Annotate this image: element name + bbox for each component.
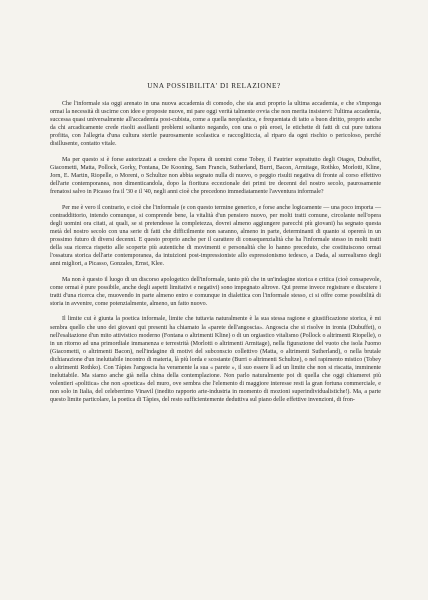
article-body: [50, 100, 381, 404]
paragraph: Ma non è questo il luogo di un discorso apologetico dell'informale, tanto più che in un'indagine storica e critica (cioè consapevole, come ormai è pure possibile, anche degli aspetti limitativi e negativi) sono impegnato altrove. Qui preme invece registrare e discutere i tratti d'una ricerca che, muovendo in parte almeno entro e comunque in dialettica con l'informale stesso, ci si offre come possibilità di storia in avvenire, come potenzialmente, almeno, un fatto nuovo.: [50, 276, 381, 307]
page-title: UNA POSSIBILITA' DI RELAZIONE?: [147, 82, 281, 90]
paragraph: Per me è vero il contrario, e cioè che l'informale (e con questo termine generico, e forse anche logicamente — una poco importa — contraddittorio, intendo comunque, si comprende bene, la vitalità d'un pensiero nuovo, per molti tratti comune, circolante nell'opera degli uomini ora citati, ai quali, se si pretendesse la completezza, dovrei almeno aggiungere parecchi più giovani) ha segnato questa metà del nostro secolo con una serie di fatti che difficilmente non saranno, almeno in parte, determinanti di quanto si opererà in un prossimo futuro di diversi decenni. E questo proprio anche per il carattere di consequenzialità che ha l'informale stesso in molti tratti della sua ricerca rispetto alle scoperte più autentiche di movimenti e personalità che lo hanno preceduto, che costituiscono ormai l'ossatura storica dell'arte contemporanea, da intuizioni post-impressioniste allo espressionismo tedesco, a Dada, al surrealismo degli anni migliori, a Picasso, Gonzales, Ernst, Klee.: [50, 204, 381, 268]
paragraph: Che l'informale sia oggi arenato in una nuova accademia di comodo, che sia anzi proprio la ultima accademia, e che s'imponga ormai la necessità di uscirne con idee e proposte nuove, mi pare oggi verità talmente ovvia che non merita insistervi: l'ultima accademia, successa quasi universalmente all'accademia post-cubista, come a quella neoplastica, e frequentata di tatto a buon diritto, proprio anche da chi arcadicamente crede risolti assillanti problemi soltanto negando, con una o più eroei, le etichette di fatti di cui pure tuttora profitta, con l'allegria d'una cultura sterile paurosamente scolastica e raccogliticcia, al riparo da ogni rischio o pericoloso, perché disillusente, contatto vitale.: [50, 101, 381, 148]
paragraph: Ma per questo si è forse autorizzati a credere che l'opera di uomini come Tobey, il Fautrier soprattutto degli Otages, Dubuffet, Giacometti, Matta, Pollock, Gorky, Fontana, De Kooning, Sam Francis, Sutherland, Burri, Bacon, Armitage, Rothko, Morlotti, Kline, Jorn, E. Martin, Riopelle, o Moreni, o Schultze non abbia segnato nulla di nuovo, o peggio risulti negativa di fronte al corso effettivo dell'arte contemporanea, non dimenticandola, dopo la fioritura eccezionale dei primi tre decenni del nostro secolo, paurosamente frenatosi salvo in Picasso fra il '30 e il '40, negli anni cioè che precedono immediatamente l'avventura informale?: [50, 156, 381, 196]
paragraph: Il limite cui è giunta la poetica informale, limite che tuttavia naturalmente è la sua stessa ragione e giustificazione storica, è mi sembra quello che uno dei giovani qui presenti ha chiamato la «parete dell'angoscia». Angoscia che si risolve in ironia (Dubuffet), o nell'esaltazione d'un mito attivistico moderno (Fontana o altrimenti Kline) o di un orgiastico vitalismo (Pollock o altrimenti Riopelle), o in un ritorno ad una primordiale immanenza e terrestrità (Morlotti o altrimenti Armitage), nella figurazione del vuoto che isola l'uomo (Giacometti, o altrimenti Bacon), nell'indagine di motivi del subconscio collettivo (Matta, o altrimenti Sutherland), o nella brutale dichiarazione d'un ineluttabile incontro di materia, là più lorda e scostante (Burri o altrimenti Schultze), o nel rapimento mistico (Tobey o altrimenti Rothko). Con Tàpies l'angoscia ha veramente la sua « parete », il suo essere lì ad un limite che non si riscatta, imminente ineluttabile. Ma siamo anche già nella china della contemplazione. Non parlo naturalmente poi di quella che oggi chiamerei più volentieri «politica» che non «poetica» del muro, ove sembra che l'elemento di maggiore interesse resti la gran fortuna commerciale, e non solo in Italia, del celeberrimo Vinavil (inedito rapporto arte-industria in momento di mozioni superindividualistiche!). Ma, a parte questo limite particolare, la poetica di Tàpies, del resto sufficientemente deduttiva sul piano delle effettive invenzioni, di fron-: [50, 316, 381, 403]
